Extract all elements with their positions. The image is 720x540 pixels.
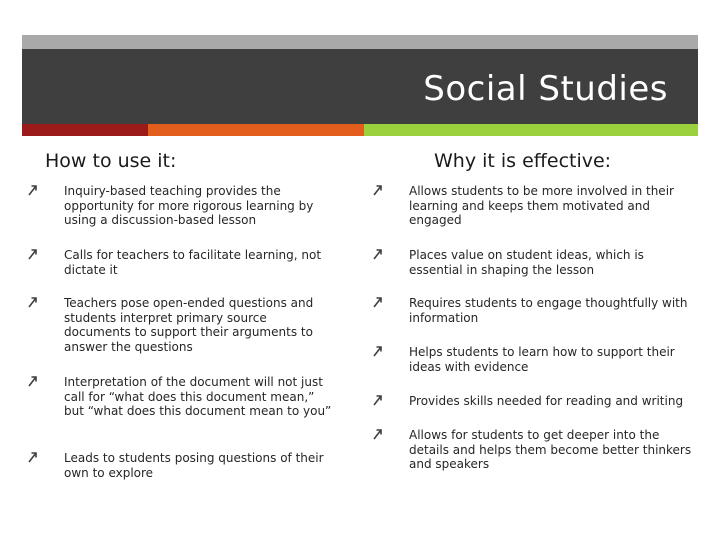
list-item-text: Leads to students posing questions of their own to explore <box>64 451 324 480</box>
arrow-bullet-icon <box>373 428 383 440</box>
arrow-bullet-icon <box>373 248 383 260</box>
right-column-heading: Why it is effective: <box>434 150 612 172</box>
list-item-text: Teachers pose open-ended questions and students interpret primary source documents to support their arguments to answer the questions <box>64 296 314 354</box>
list-item-text: Allows for students to get deeper into the details and helps them become better thinkers and speakers <box>409 428 692 471</box>
top-gray-strip <box>22 35 698 49</box>
list-item-text: Helps students to learn how to support their ideas with evidence <box>409 345 675 374</box>
arrow-bullet-icon <box>28 184 38 196</box>
list-item-text: Inquiry-based teaching provides the opportunity for more rigorous learning by using a discussion-based lesson <box>64 184 314 227</box>
arrow-bullet-icon <box>28 296 38 308</box>
left-column-heading: How to use it: <box>45 150 177 172</box>
list-item-text: Calls for teachers to facilitate learning, not dictate it <box>64 248 322 277</box>
slide-title: Social Studies <box>423 69 668 109</box>
arrow-bullet-icon <box>373 345 383 357</box>
list-item-text: Requires students to engage thoughtfully with information <box>409 296 688 325</box>
list-item-text: Provides skills needed for reading and writing <box>409 394 684 408</box>
arrow-bullet-icon <box>373 394 383 406</box>
accent-bar-red <box>22 124 148 136</box>
arrow-bullet-icon <box>28 248 38 260</box>
list-item-text: Interpretation of the document will not just call for “what does this document mean,” but “what does this document mean to you” <box>64 375 332 418</box>
list-item-text: Places value on student ideas, which is essential in shaping the lesson <box>409 248 644 277</box>
arrow-bullet-icon <box>373 296 383 308</box>
title-bar <box>22 49 698 124</box>
accent-bar-orange <box>148 124 364 136</box>
arrow-bullet-icon <box>373 184 383 196</box>
arrow-bullet-icon <box>28 451 38 463</box>
arrow-bullet-icon <box>28 375 38 387</box>
list-item-text: Allows students to be more involved in their learning and keeps them motivated and engaged <box>409 184 674 227</box>
accent-bar-green <box>364 124 698 136</box>
